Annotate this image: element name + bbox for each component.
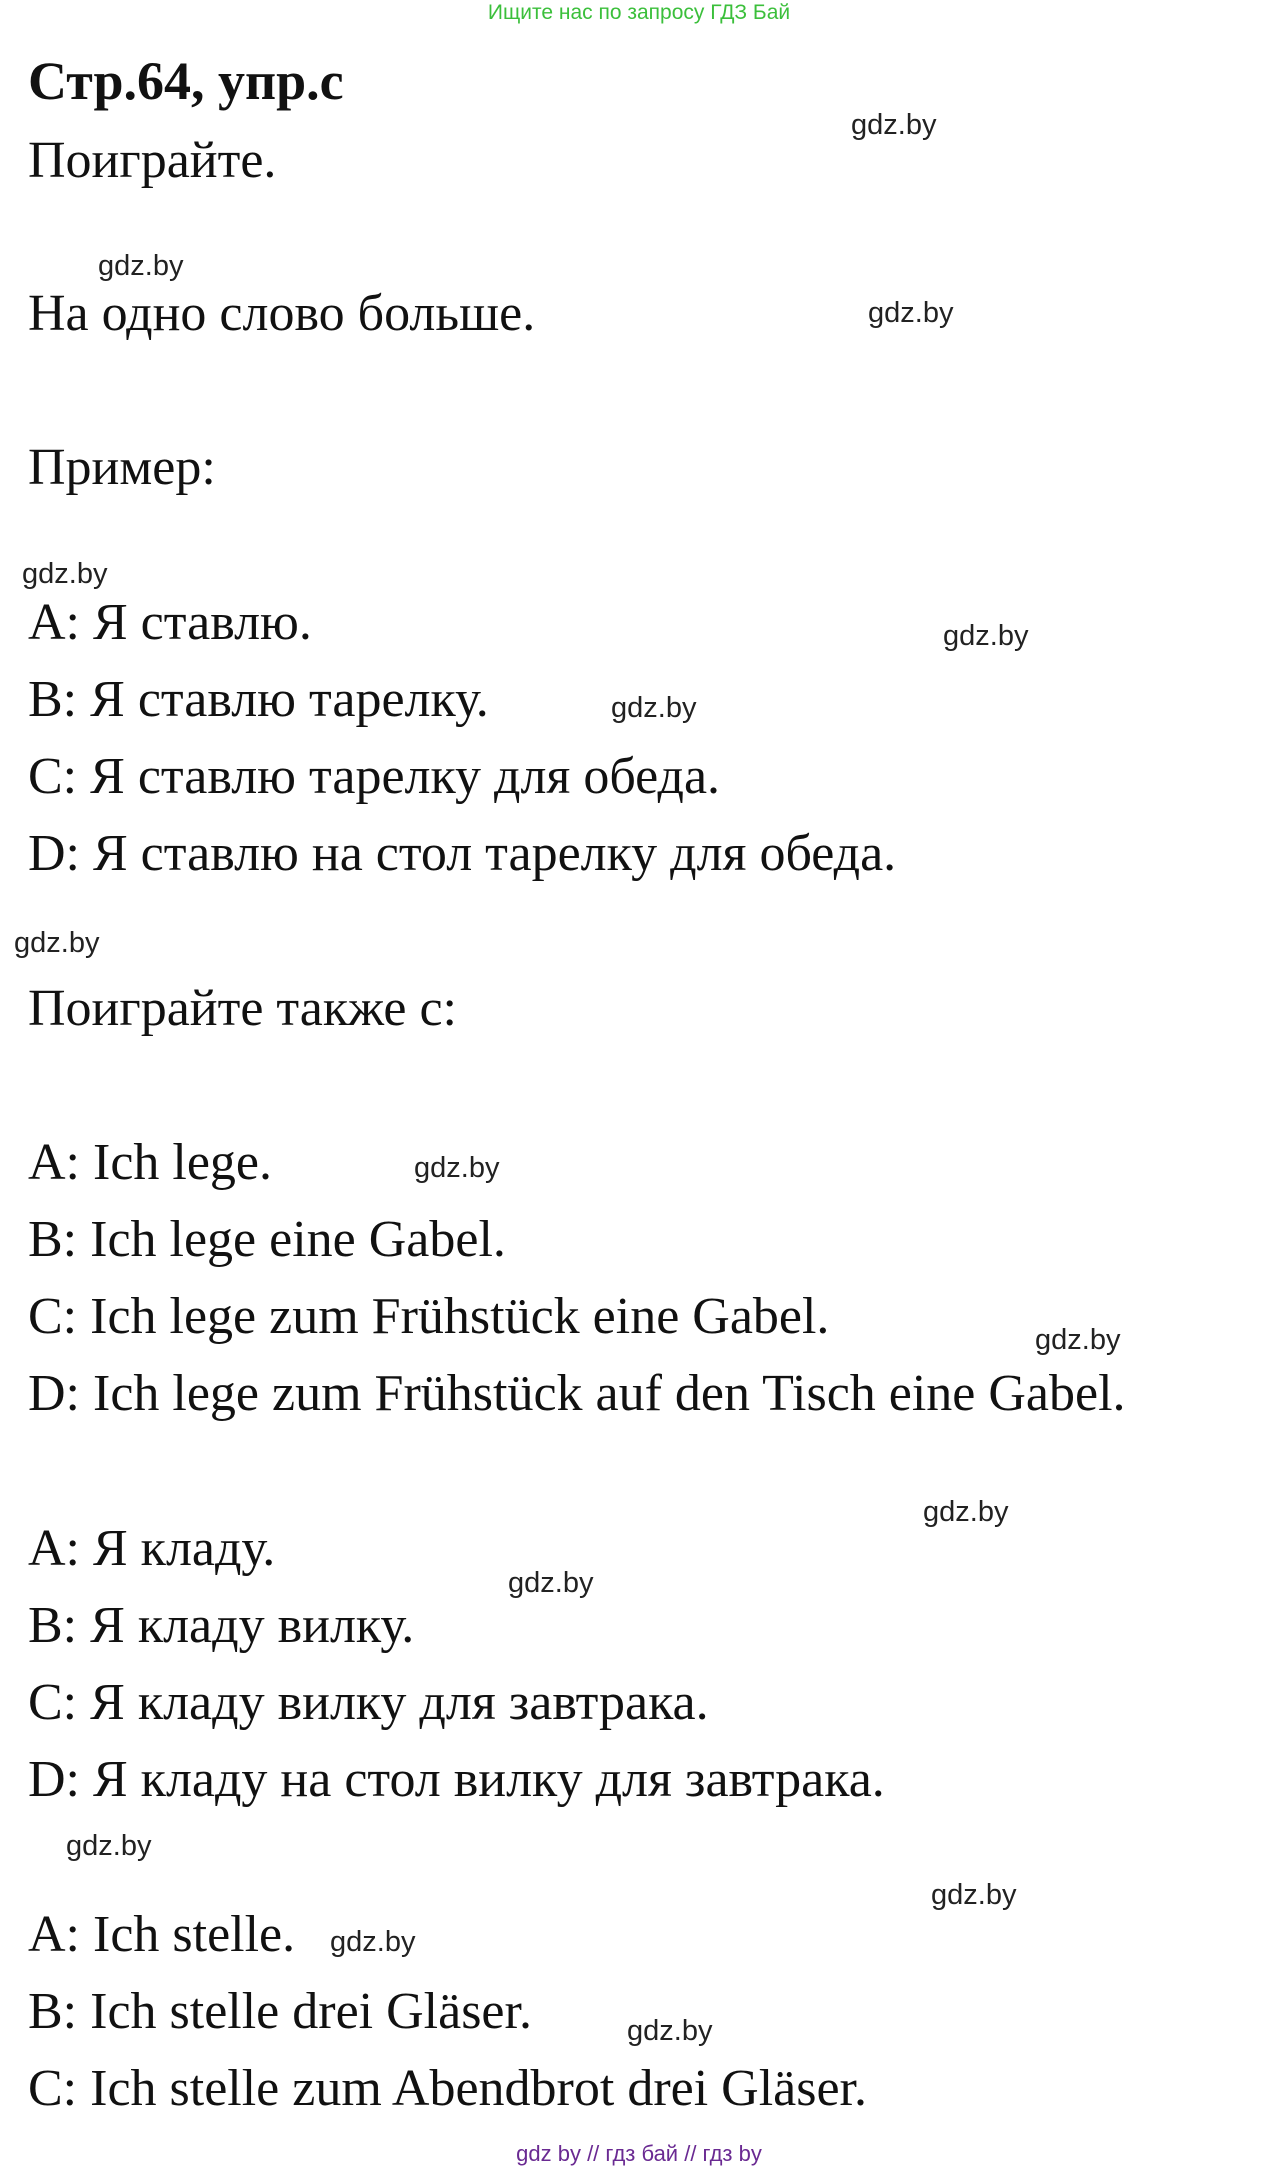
footer-watermark: gdz by // гдз бай // гдз by <box>516 2141 762 2166</box>
example-label: Пример: <box>28 439 216 496</box>
watermark: gdz.by <box>923 1496 1009 1528</box>
watermark: gdz.by <box>508 1567 594 1599</box>
example-line: B: Я ставлю тарелку. <box>28 671 489 728</box>
instruction-line: На одно слово больше. <box>28 285 536 342</box>
exercise-line: A: Ich stelle. <box>28 1906 296 1963</box>
example-line: A: Я ставлю. <box>28 594 312 651</box>
exercise-line: C: Я кладу вилку для завтрака. <box>28 1674 709 1731</box>
watermark: gdz.by <box>851 109 937 141</box>
watermark: gdz.by <box>98 250 184 282</box>
exercise-line: C: Ich lege zum Frühstück eine Gabel. <box>28 1288 830 1345</box>
exercise-line: C: Ich stelle zum Abendbrot drei Gläser. <box>28 2060 868 2117</box>
exercise-line: B: Ich stelle drei Gläser. <box>28 1983 532 2040</box>
top-banner: Ищите нас по запросу ГДЗ Бай <box>487 1 791 24</box>
watermark: gdz.by <box>330 1926 416 1958</box>
example-line: C: Я ставлю тарелку для обеда. <box>28 748 721 805</box>
example-line: D: Я ставлю на стол тарелку для обеда. <box>28 825 897 882</box>
exercise-line: B: Ich lege eine Gabel. <box>28 1211 506 1268</box>
watermark: gdz.by <box>611 692 697 724</box>
watermark: gdz.by <box>414 1152 500 1184</box>
watermark: gdz.by <box>627 2015 713 2047</box>
watermark: gdz.by <box>66 1830 152 1862</box>
exercise-line: A: Ich lege. <box>28 1134 273 1191</box>
watermark: gdz.by <box>14 927 100 959</box>
exercise-line: A: Я кладу. <box>28 1520 276 1577</box>
watermark: gdz.by <box>22 558 108 590</box>
watermark: gdz.by <box>1035 1324 1121 1356</box>
section-label: Поиграйте также с: <box>28 980 457 1037</box>
watermark: gdz.by <box>943 620 1029 652</box>
exercise-line: D: Ich lege zum Frühstück auf den Tisch eine Gabel. <box>28 1365 1126 1422</box>
watermark: gdz.by <box>868 297 954 329</box>
instruction-line: Поиграйте. <box>28 132 277 189</box>
page-title: Стр.64, упр.с <box>28 51 344 111</box>
exercise-line: B: Я кладу вилку. <box>28 1597 415 1654</box>
exercise-line: D: Я кладу на стол вилку для завтрака. <box>28 1751 885 1808</box>
watermark: gdz.by <box>931 1879 1017 1911</box>
